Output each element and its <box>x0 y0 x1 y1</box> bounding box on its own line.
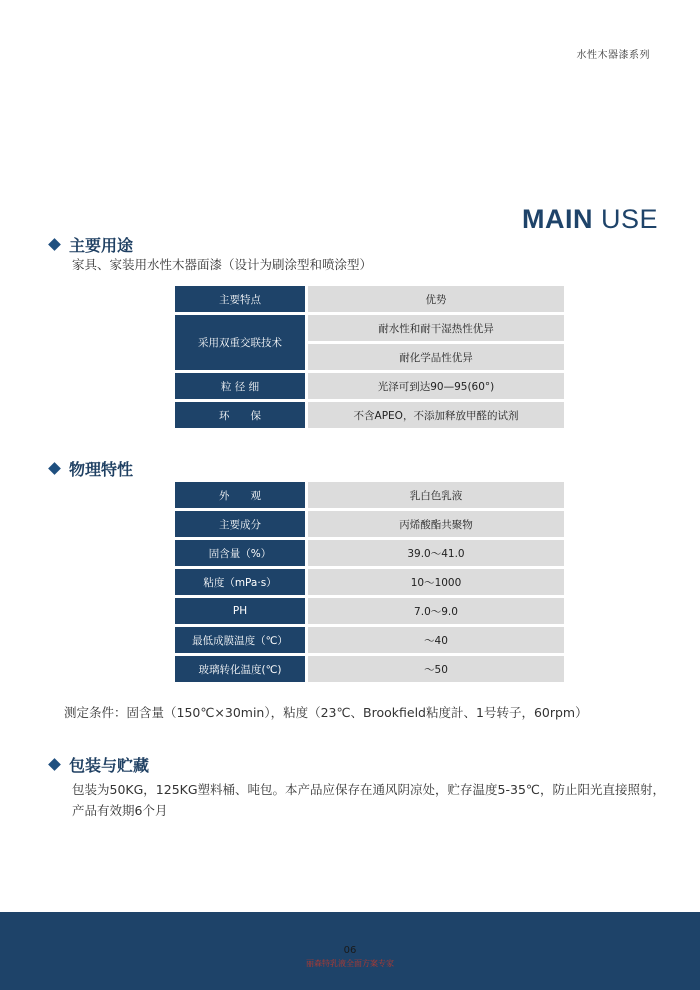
diamond-bullet-icon <box>48 238 61 251</box>
table-key-cell: 固含量（%） <box>175 540 305 566</box>
table-key-cell: 最低成膜温度（℃） <box>175 627 305 653</box>
section-packaging-heading <box>50 753 149 776</box>
table-value-cell: 光泽可到达90—95(60°) <box>308 373 564 399</box>
table-value-cell: 乳白色乳液 <box>308 482 564 508</box>
table-row <box>175 627 564 653</box>
table-value-cell: 7.0～9.0 <box>308 598 564 624</box>
table-row <box>175 540 564 566</box>
table-value-cell: 不含APEO，不添加释放甲醛的试剂 <box>308 402 564 428</box>
table-row <box>175 286 564 312</box>
table-key-cell: 采用双重交联技术 <box>175 315 305 370</box>
footer-caption: 丽森特乳液全面方案专家 <box>306 959 394 968</box>
section-packaging-title: 包装与贮藏 <box>69 756 150 775</box>
section-physical-heading <box>50 457 133 480</box>
main-use-rest-word: USE <box>592 204 658 234</box>
series-title: 水性木器漆系列 <box>576 50 650 61</box>
table-key-cell: 粘度（mPa·s） <box>175 569 305 595</box>
table-header-cell: 主要特点 <box>175 286 305 312</box>
page-number: 06 <box>343 945 357 956</box>
table-key-cell: 粒 径 细 <box>175 373 305 399</box>
packaging-text-line-1: 包装为50KG，125KG塑料桶、吨包。本产品应保存在通风阴凉处，贮存温度5-35℃，防止阳光直接照射， <box>72 782 665 797</box>
table-key-cell: 玻璃转化温度(℃) <box>175 656 305 682</box>
physical-properties-table <box>172 479 567 685</box>
table-row <box>175 569 564 595</box>
table-key-cell: 环 保 <box>175 402 305 428</box>
table-value-cell: 39.0～41.0 <box>308 540 564 566</box>
packaging-text-line-2: 产品有效期6个月 <box>72 803 168 818</box>
table-row <box>175 511 564 537</box>
table-header-cell: 优势 <box>308 286 564 312</box>
table-value-cell: 耐水性和耐干湿热性优异 <box>308 315 564 341</box>
table-key-cell: 外 观 <box>175 482 305 508</box>
table-key-cell: PH <box>175 598 305 624</box>
section-usage-title: 主要用途 <box>69 236 134 255</box>
diamond-bullet-icon <box>48 462 61 475</box>
table-value-cell: 耐化学品性优异 <box>308 344 564 370</box>
section-physical-title: 物理特性 <box>69 460 134 479</box>
features-table <box>172 283 567 431</box>
usage-description: 家具、家装用水性木器面漆（设计为刷涂型和喷涂型） <box>72 257 373 272</box>
table-value-cell: ～50 <box>308 656 564 682</box>
table-value-cell: ～40 <box>308 627 564 653</box>
main-use-heading <box>522 204 658 235</box>
table-row <box>175 598 564 624</box>
measurement-conditions: 测定条件：固含量（150℃×30min），粘度（23℃、Brookfield粘度計、1号转子，60rpm） <box>64 705 588 720</box>
table-row <box>175 373 564 399</box>
diamond-bullet-icon <box>48 758 61 771</box>
main-use-bold-word: MAIN <box>521 204 593 234</box>
table-row <box>175 656 564 682</box>
table-row <box>175 402 564 428</box>
table-row <box>175 315 564 341</box>
table-value-cell: 10～1000 <box>308 569 564 595</box>
table-key-cell: 主要成分 <box>175 511 305 537</box>
table-row <box>175 482 564 508</box>
table-value-cell: 丙烯酸酯共聚物 <box>308 511 564 537</box>
section-usage-heading <box>50 233 133 256</box>
